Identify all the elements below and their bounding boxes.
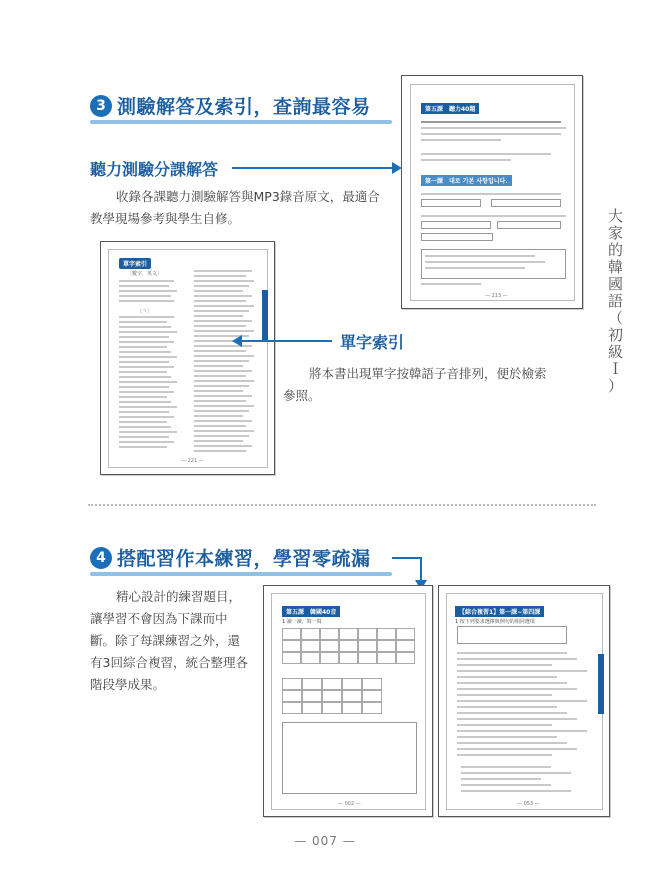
thumb-text-line (194, 270, 252, 272)
workbook-text-line-1: 精心設計的練習題目， (116, 589, 242, 604)
thumb-text-line (457, 688, 577, 690)
workbook-text-line-3: 斷。除了每課練習之外，還 (90, 633, 241, 648)
thumb-text-line (119, 401, 171, 403)
workbook-left-sub: 1 讀一讀，寫一寫 (282, 619, 322, 625)
section-4-header (90, 544, 371, 571)
worksheet-grid-cell (302, 702, 322, 714)
thumb-text-line (457, 748, 577, 750)
thumb-text-line (119, 300, 174, 302)
workbook-arrow-horizontal (392, 557, 422, 559)
worksheet-grid-cell (396, 640, 415, 652)
thumb-text-line (119, 376, 171, 378)
thumb-text-line (194, 395, 252, 397)
thumb-text-line (194, 315, 243, 317)
thumb-text-line (461, 790, 571, 792)
listening-arrow-line (232, 167, 392, 169)
thumb-text-line (119, 391, 174, 393)
thumb-text-line (457, 730, 587, 732)
worksheet-grid-cell (396, 652, 415, 664)
section-4-number-badge: 4 (90, 547, 112, 569)
side-title-char: Ｉ (607, 360, 624, 378)
thumb-text-line (194, 310, 249, 312)
section-4-underline (90, 572, 392, 576)
thumb-text-line (457, 658, 577, 660)
workbook-right-band: 【綜合複習1】第一課∼第四課 (455, 606, 544, 617)
thumb-text-line (194, 325, 246, 327)
thumb-text-line (119, 366, 174, 368)
thumb-text-line (119, 386, 169, 388)
answer-thumb-band: 第五課 聽力40題 (421, 103, 479, 114)
worksheet-grid-cell (377, 640, 396, 652)
book-side-title (604, 208, 628, 395)
worksheet-grid-cell (362, 702, 382, 714)
thumb-text-line (119, 446, 167, 448)
thumb-text-line (457, 706, 557, 708)
worksheet-grid-cell (282, 690, 302, 702)
side-title-char: 的 (607, 241, 624, 259)
thumb-text-line (119, 316, 174, 318)
thumb-text-line (457, 694, 552, 696)
thumb-text-line (194, 380, 254, 382)
thumb-text-line (194, 425, 246, 427)
section-3-underline (90, 120, 392, 124)
listening-answers-heading: 聽力測驗分課解答 (90, 160, 219, 179)
thumb-text-line (461, 772, 571, 774)
index-description (283, 363, 593, 407)
index-arrow-head (232, 335, 242, 347)
thumb-text-line (194, 365, 243, 367)
thumb-text-line (457, 742, 567, 744)
thumb-text-line (194, 305, 254, 307)
index-page-thumbnail (100, 241, 275, 475)
listening-text-line-1: 收錄各課聽力測驗解答與MP3錄音原文，最適合 (116, 189, 380, 204)
thumb-text-line (457, 652, 567, 654)
thumb-text-line (194, 450, 246, 452)
thumb-text-line (194, 345, 252, 347)
answer-thumb-page-number: — 213 — (485, 293, 508, 299)
thumb-text-line (119, 321, 167, 323)
worksheet-grid-cell (339, 652, 358, 664)
answer-page-thumbnail (401, 75, 583, 309)
workbook-right-sub: 1 按下列要求選擇與例句的相同選項 (455, 619, 535, 625)
thumb-text-line (119, 396, 167, 398)
side-title-char: ） (607, 377, 624, 395)
worksheet-grid-cell (322, 690, 342, 702)
worksheet-grid-cell (342, 702, 362, 714)
listening-text-line-2: 教學現場參考與學生自修。 (90, 211, 241, 226)
thumb-text-line (461, 784, 551, 786)
thumb-text-line (194, 290, 243, 292)
worksheet-grid-cell (282, 702, 302, 714)
worksheet-grid-cell (301, 628, 320, 640)
thumb-text-line (194, 275, 246, 277)
side-title-char: （ (607, 309, 624, 327)
index-thumb-side-tab (262, 290, 268, 340)
thumb-text-line (194, 360, 249, 362)
thumb-text-line (194, 385, 249, 387)
thumb-text-line (194, 415, 243, 417)
section-4-title: 搭配習作本練習，學習零疏漏 (117, 548, 371, 570)
thumb-text-line (119, 436, 169, 438)
worksheet-grid-cell (322, 702, 342, 714)
thumb-text-line (119, 331, 177, 333)
thumb-text-line (119, 406, 177, 408)
index-text-line-1: 將本書出現單字按韓語子音排列，便於檢索 (309, 366, 547, 381)
thumb-text-line (194, 440, 243, 442)
thumb-text-line (194, 400, 246, 402)
thumb-text-line (457, 754, 552, 756)
listening-description (90, 186, 400, 230)
thumb-text-line (194, 430, 254, 432)
worksheet-grid-cell (396, 628, 415, 640)
thumb-text-line (194, 295, 252, 297)
index-thumb-page-number: — 221 — (181, 458, 204, 464)
thumb-text-line (457, 718, 577, 720)
thumb-text-line (194, 300, 246, 302)
index-arrow-line (242, 340, 332, 342)
thumb-text-line (194, 410, 249, 412)
worksheet-grid-cell (377, 652, 396, 664)
thumb-text-line (119, 285, 169, 287)
worksheet-grid-cell (358, 628, 377, 640)
workbook-text-line-4: 有3回綜合複習，統合整理各 (90, 655, 248, 670)
workbook-left-band: 第五課 韓國40音 (282, 606, 340, 617)
thumb-text-line (119, 290, 177, 292)
side-title-char: 國 (607, 275, 624, 293)
thumb-text-line (194, 405, 254, 407)
thumb-text-line (119, 351, 171, 353)
worksheet-grid-cell (362, 690, 382, 702)
index-thumb-band: 單字索引 (119, 258, 151, 269)
workbook-text-line-5: 階段學成果。 (90, 677, 166, 692)
section-separator (88, 504, 596, 506)
thumb-text-line (119, 280, 174, 282)
side-title-char: 韓 (607, 258, 624, 276)
worksheet-grid-cell (342, 690, 362, 702)
section-3-header (90, 92, 371, 119)
worksheet-grid-cell (282, 628, 301, 640)
side-title-char: 家 (607, 224, 624, 242)
thumb-text-line (457, 676, 557, 678)
workbook-right-side-tab (598, 654, 604, 714)
worksheet-grid-cell (302, 690, 322, 702)
worksheet-grid-cell (358, 640, 377, 652)
thumb-text-line (119, 421, 167, 423)
thumb-text-line (194, 355, 254, 357)
thumb-text-line (457, 736, 557, 738)
index-thumb-col-head-2: 〔ㄱ〕 (137, 309, 152, 315)
thumb-text-line (119, 411, 169, 413)
thumb-text-line (119, 381, 177, 383)
thumb-text-line (194, 370, 252, 372)
thumb-text-line (194, 320, 252, 322)
thumb-text-line (119, 431, 177, 433)
worksheet-grid-cell (377, 628, 396, 640)
thumb-text-line (119, 441, 174, 443)
workbook-description (90, 586, 255, 696)
thumb-text-line (119, 416, 174, 418)
thumb-text-line (461, 766, 551, 768)
side-title-char: 語 (607, 292, 624, 310)
thumb-text-line (194, 375, 246, 377)
thumb-text-line (194, 280, 254, 282)
thumb-text-line (457, 700, 587, 702)
thumb-text-line (457, 670, 587, 672)
thumb-text-line (194, 285, 249, 287)
worksheet-grid-cell (302, 678, 322, 690)
worksheet-grid-cell (322, 678, 342, 690)
workbook-page-thumbnail-left (263, 585, 433, 817)
workbook-right-page-number: — 053 — (517, 801, 540, 807)
workbook-text-line-2: 讓學習不會因為下課而中 (90, 611, 228, 626)
worksheet-grid-cell (320, 652, 339, 664)
thumb-text-line (119, 356, 177, 358)
thumb-text-line (119, 361, 169, 363)
section-3-title: 測驗解答及索引，查詢最容易 (117, 96, 371, 118)
thumb-text-line (119, 346, 167, 348)
thumb-text-line (119, 295, 171, 297)
side-title-char: 初 (607, 326, 624, 344)
thumb-text-line (457, 712, 567, 714)
thumb-text-line (119, 341, 174, 343)
workbook-left-page-number: — 002 — (338, 801, 361, 807)
thumb-text-line (457, 664, 552, 666)
worksheet-grid-cell (320, 640, 339, 652)
worksheet-grid-cell (282, 678, 302, 690)
side-title-char: 大 (607, 207, 624, 225)
thumb-text-line (194, 350, 246, 352)
workbook-arrow-vertical (420, 557, 422, 580)
thumb-text-line (194, 420, 252, 422)
thumb-text-line (194, 435, 249, 437)
worksheet-grid-cell (339, 640, 358, 652)
section-3-number-badge: 3 (90, 95, 112, 117)
page-number-footer: — 007 — (294, 834, 356, 848)
workbook-page-thumbnail-right (438, 585, 610, 817)
thumb-text-line (461, 778, 541, 780)
thumb-text-line (194, 330, 254, 332)
side-title-char: 級 (607, 343, 624, 361)
thumb-text-line (457, 724, 552, 726)
worksheet-grid-cell (342, 678, 362, 690)
worksheet-grid-cell (301, 640, 320, 652)
thumb-text-line (119, 426, 171, 428)
thumb-text-line (119, 336, 169, 338)
vocabulary-index-heading: 單字索引 (340, 333, 405, 352)
worksheet-grid-cell (282, 652, 301, 664)
worksheet-grid-cell (362, 678, 382, 690)
thumb-text-line (457, 682, 567, 684)
answer-thumb-band-2: 第一課 대로 기본 사항입니다. (421, 175, 512, 186)
index-text-line-2: 參照。 (283, 388, 321, 403)
worksheet-grid-cell (301, 652, 320, 664)
thumb-text-line (194, 390, 243, 392)
worksheet-grid-cell (339, 628, 358, 640)
worksheet-grid-cell (358, 652, 377, 664)
thumb-text-line (119, 371, 167, 373)
worksheet-grid-cell (320, 628, 339, 640)
thumb-text-line (194, 445, 252, 447)
worksheet-grid-cell (282, 640, 301, 652)
thumb-text-line (119, 326, 171, 328)
index-thumb-col-head: 〔數字．英文〕 (127, 271, 163, 277)
